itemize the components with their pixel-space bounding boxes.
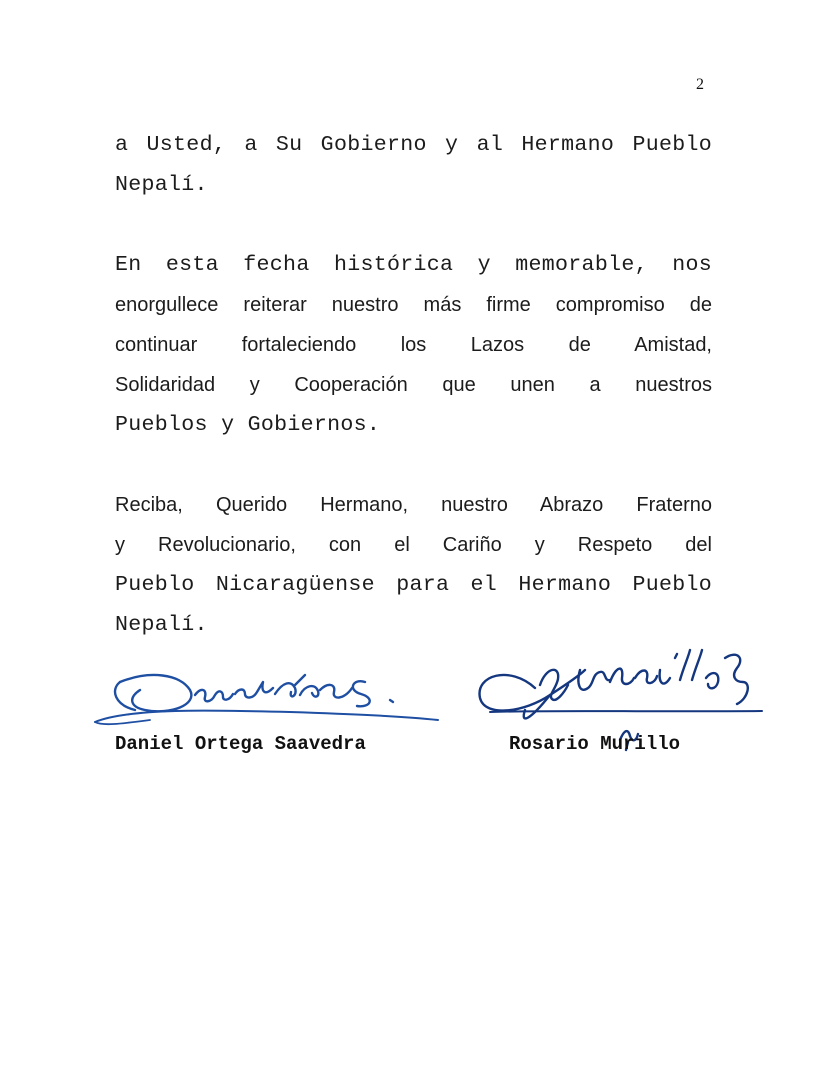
paragraph-line: a Usted, a Su Gobierno y al Hermano Pueblo bbox=[115, 133, 712, 157]
paragraph-commitment bbox=[115, 245, 712, 445]
signature-daniel-ortega bbox=[90, 660, 450, 735]
paragraph-line: y Revolucionario, con el Cariño y Respeto del bbox=[115, 534, 712, 556]
paragraph-greeting-close bbox=[115, 125, 712, 205]
page-number: 2 bbox=[696, 76, 704, 93]
paragraph-line: continuar fortaleciendo los Lazos de Amistad, bbox=[115, 334, 712, 356]
paragraph-farewell bbox=[115, 485, 712, 645]
signer-name-rosario-murillo: Rosario Murillo bbox=[509, 733, 681, 755]
paragraph-line: En esta fecha histórica y memorable, nos bbox=[115, 253, 712, 277]
paragraph-line: Pueblos y Gobiernos. bbox=[115, 413, 381, 437]
paragraph-line: Nepalí. bbox=[115, 173, 208, 197]
paragraph-line: Reciba, Querido Hermano, nuestro Abrazo Fraterno bbox=[115, 494, 712, 516]
paragraph-line: Nepalí. bbox=[115, 613, 208, 637]
paragraph-line: enorgullece reiterar nuestro más firme compromiso de bbox=[115, 294, 712, 316]
signer-name-daniel-ortega: Daniel Ortega Saavedra bbox=[115, 733, 366, 755]
paragraph-line: Pueblo Nicaragüense para el Hermano Pueblo bbox=[115, 573, 712, 597]
paragraph-line: Solidaridad y Cooperación que unen a nuestros bbox=[115, 374, 712, 396]
